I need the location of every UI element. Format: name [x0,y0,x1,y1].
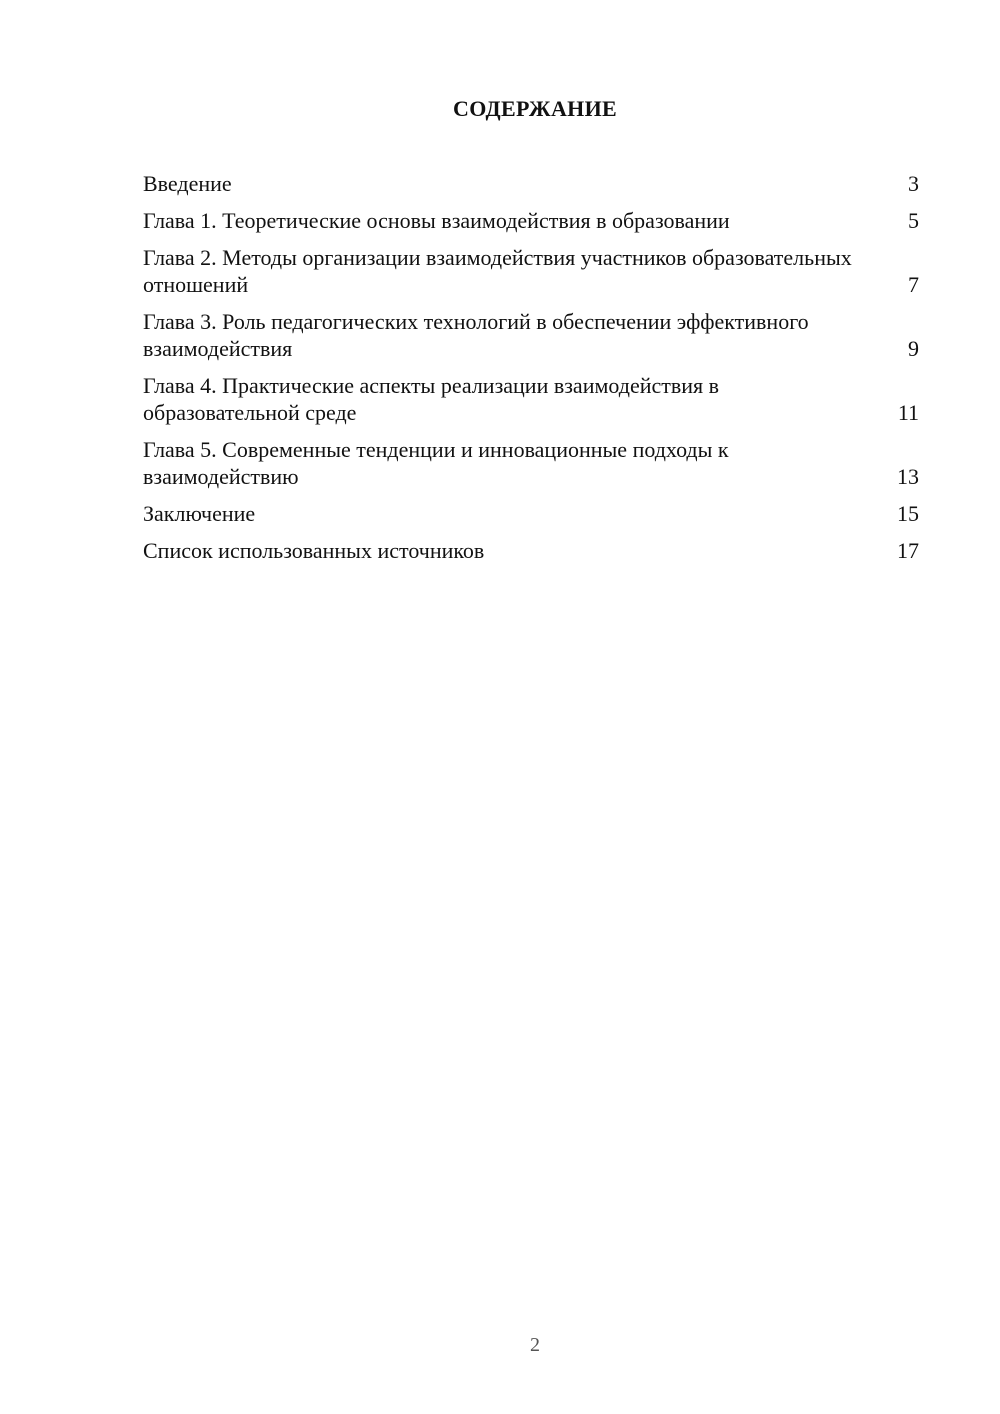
toc-entry-title: Список использованных источников [143,538,485,563]
toc-entry-page: 3 [908,171,919,196]
toc-entry-title: Глава 2. Методы организации взаимодействия участников образовательных отношений [143,245,852,297]
toc-entry-page: 11 [897,400,919,425]
toc-entry-title: Заключение [143,501,256,526]
toc-entry-page: 17 [897,538,919,563]
toc-entry-chapter-1[interactable] [143,207,919,234]
page-number: 2 [530,1334,540,1356]
toc-entry-page: 5 [908,208,919,233]
toc-entry-chapter-2[interactable] [143,244,919,298]
toc-entry-title: Введение [143,171,232,196]
toc-entry-page: 9 [908,336,919,361]
toc-entry-introduction[interactable] [143,170,919,197]
toc-entry-page: 7 [908,272,919,297]
toc-entry-conclusion[interactable] [143,500,919,527]
toc-entry-title: Глава 5. Современные тенденции и инновационные подходы к взаимодействию [143,437,729,489]
toc-entry-chapter-3[interactable] [143,308,919,362]
toc-entry-references[interactable] [143,537,919,564]
toc-entry-title: Глава 4. Практические аспекты реализации взаимодействия в образовательной среде [143,373,720,425]
toc-entry-title: Глава 3. Роль педагогических технологий в обеспечении эффективного взаимодействия [143,309,809,361]
toc-entry-chapter-4[interactable] [143,372,919,426]
toc-entry-chapter-5[interactable] [143,436,919,490]
toc-entry-page: 15 [897,501,919,526]
toc-entry-title: Глава 1. Теоретические основы взаимодействия в образовании [143,208,730,233]
table-of-contents [143,170,919,574]
page-title: СОДЕРЖАНИЕ [453,96,617,121]
toc-entry-page: 13 [897,464,919,489]
